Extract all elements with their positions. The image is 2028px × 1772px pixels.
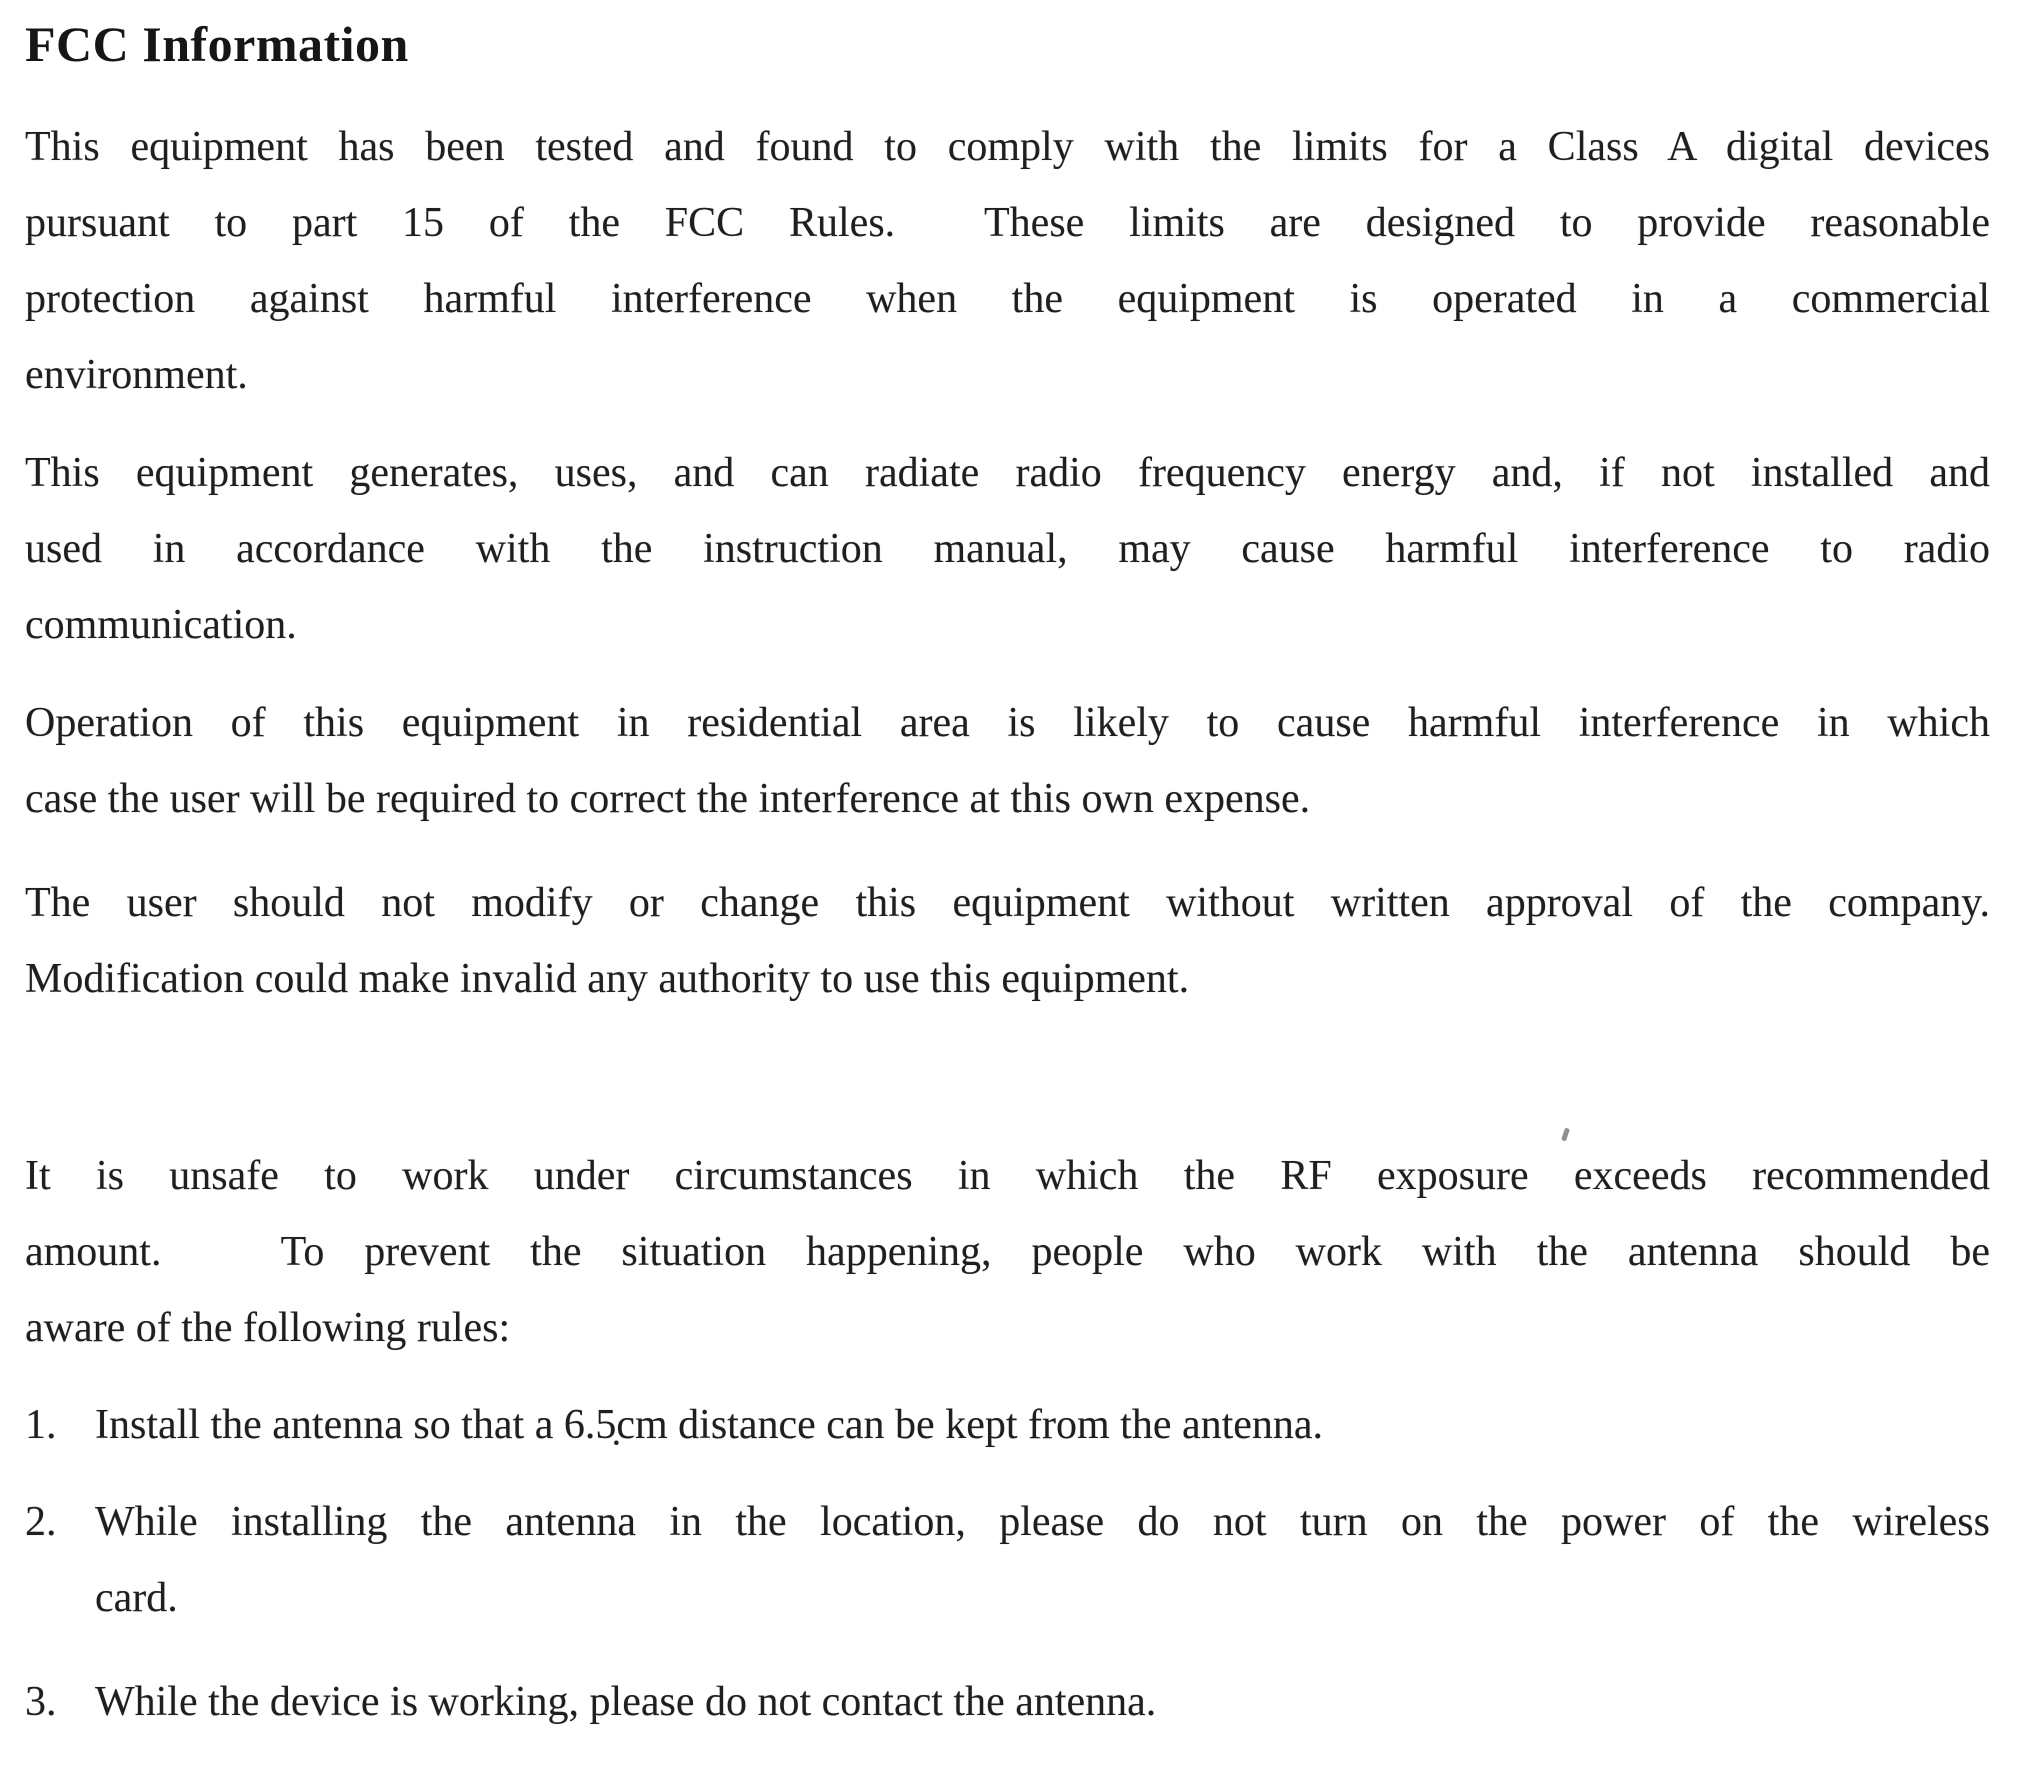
list-item-text-line: Install the antenna so that a 6.5̣cm distance can be kept from the antenna. (95, 1402, 1324, 1448)
list-item-text-line: While installing the antenna in the location, please do not turn on the power of the wireless (95, 1499, 1990, 1545)
text-line: pursuant to part 15 of the FCC Rules. These limits are designed to provide reasonable (25, 200, 1990, 246)
text-line: environment. (25, 352, 248, 398)
paragraph-tested-comply (25, 109, 1990, 413)
text-line: This equipment has been tested and found to comply with the limits for a Class A digital devices (25, 124, 1990, 170)
list-item-text-line: While the device is working, please do not contact the antenna. (95, 1679, 1157, 1725)
text-line: used in accordance with the instruction manual, may cause harmful interference to radio (25, 526, 1990, 572)
list-item-body (95, 1484, 1990, 1636)
paragraph-rf-exposure (25, 1138, 1990, 1366)
text-line: This equipment generates, uses, and can radiate radio frequency energy and, if not installed and (25, 450, 1990, 496)
list-item-no-contact-antenna (25, 1664, 1990, 1740)
list-item-install-distance (25, 1387, 1990, 1463)
list-item-number: 1. (25, 1402, 57, 1448)
text-line: aware of the following rules: (25, 1305, 511, 1351)
list-item-text-line: card. (95, 1575, 178, 1621)
list-item-body (95, 1387, 1990, 1463)
list-item-number: 2. (25, 1499, 57, 1545)
paragraph-no-modification (25, 865, 1990, 1017)
text-line: Modification could make invalid any authority to use this equipment. (25, 956, 1190, 1002)
antenna-rules-list (25, 1387, 1990, 1740)
text-line: Operation of this equipment in residential area is likely to cause harmful interference in which (25, 700, 1990, 746)
paragraph-generates-radiates (25, 435, 1990, 663)
text-line: case the user will be required to correct the interference at this own expense. (25, 776, 1311, 822)
list-item-power-off-while-installing (25, 1484, 1990, 1636)
text-line: The user should not modify or change this equipment without written approval of the company. (25, 880, 1990, 926)
text-line: protection against harmful interference when the equipment is operated in a commercial (25, 276, 1990, 322)
page-title: FCC Information (25, 16, 409, 72)
list-item-body (95, 1664, 1990, 1740)
text-line: It is unsafe to work under circumstances in which the RF exposure exceeds recommended (25, 1153, 1990, 1199)
text-line: communication. (25, 602, 297, 648)
text-line: amount. To prevent the situation happening, people who work with the antenna should be (25, 1229, 1990, 1275)
list-item-number: 3. (25, 1679, 57, 1725)
paragraph-residential-operation (25, 685, 1990, 837)
